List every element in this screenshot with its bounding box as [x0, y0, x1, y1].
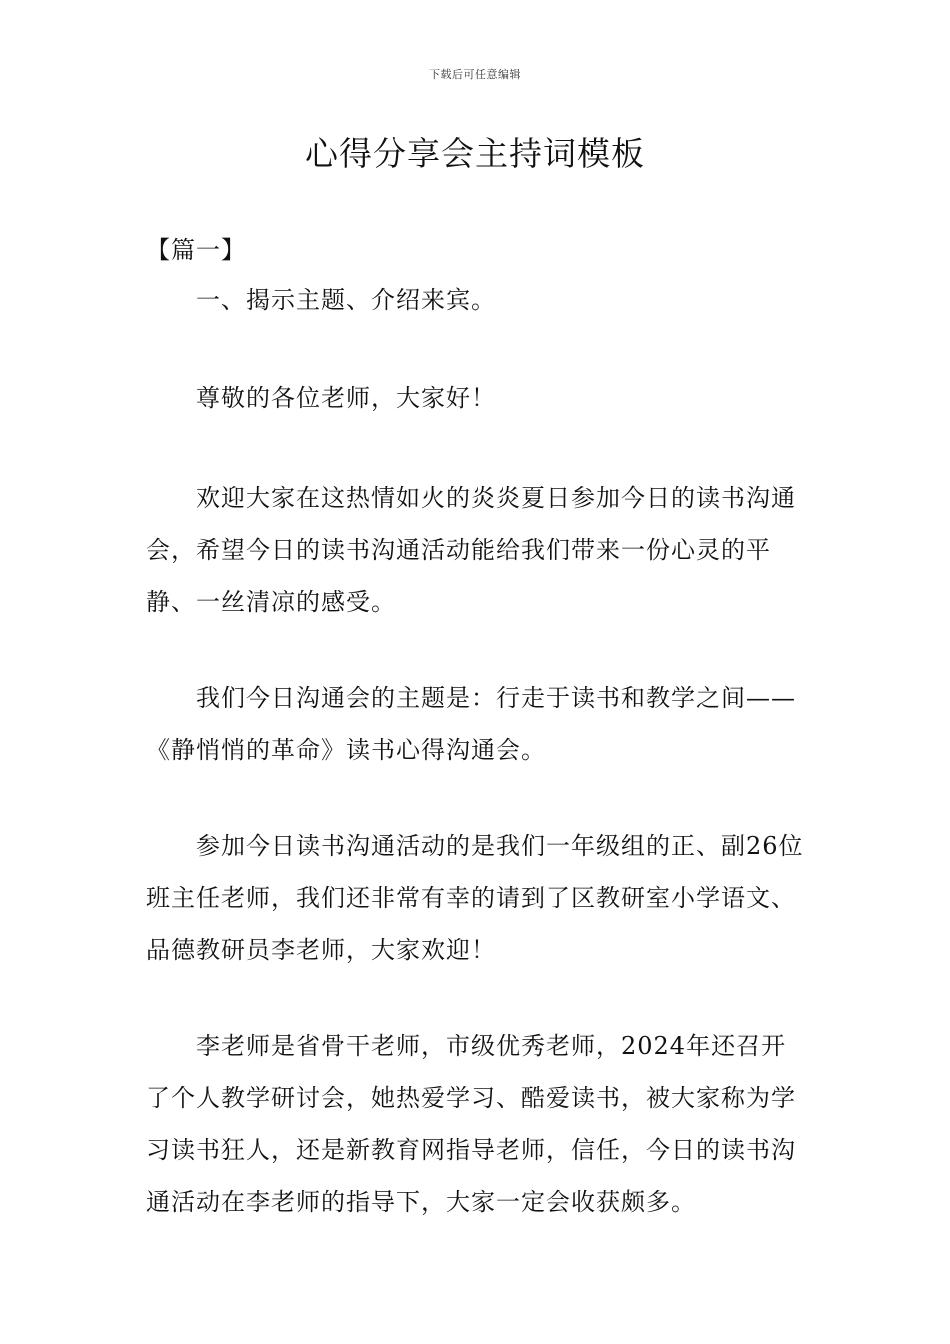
- header-note: 下载后可任意编辑: [429, 68, 521, 81]
- paragraph-topic-heading: 一、揭示主题、介绍来宾。: [196, 286, 496, 314]
- paragraph-welcome: 欢迎大家在这热情如火的炎炎夏日参加今日的读书沟通会，希望今日的读书沟通活动能给我们带来一份心灵的平静、一丝清凉的感受。: [146, 484, 796, 616]
- paragraph-theme: 我们今日沟通会的主题是：行走于读书和教学之间——《静悄悄的革命》读书心得沟通会。: [146, 684, 796, 764]
- paragraph-greeting: 尊敬的各位老师，大家好！: [196, 384, 496, 412]
- paragraph-participants: 参加今日读书沟通活动的是我们一年级组的正、副26位班主任老师，我们还非常有幸的请到了区教研室小学语文、品德教研员李老师，大家欢迎！: [146, 832, 804, 964]
- section-label: 【篇一】: [146, 236, 246, 264]
- paragraph-guest-intro: 李老师是省骨干老师，市级优秀老师，2024年还召开了个人教学研讨会，她热爱学习、酷爱读书，被大家称为学习读书狂人，还是新教育网指导老师，信任，今日的读书沟通活动在李老师的指导下，大家一定会收获颇多。: [146, 1032, 796, 1216]
- document-title: 心得分享会主持词模板: [305, 134, 645, 173]
